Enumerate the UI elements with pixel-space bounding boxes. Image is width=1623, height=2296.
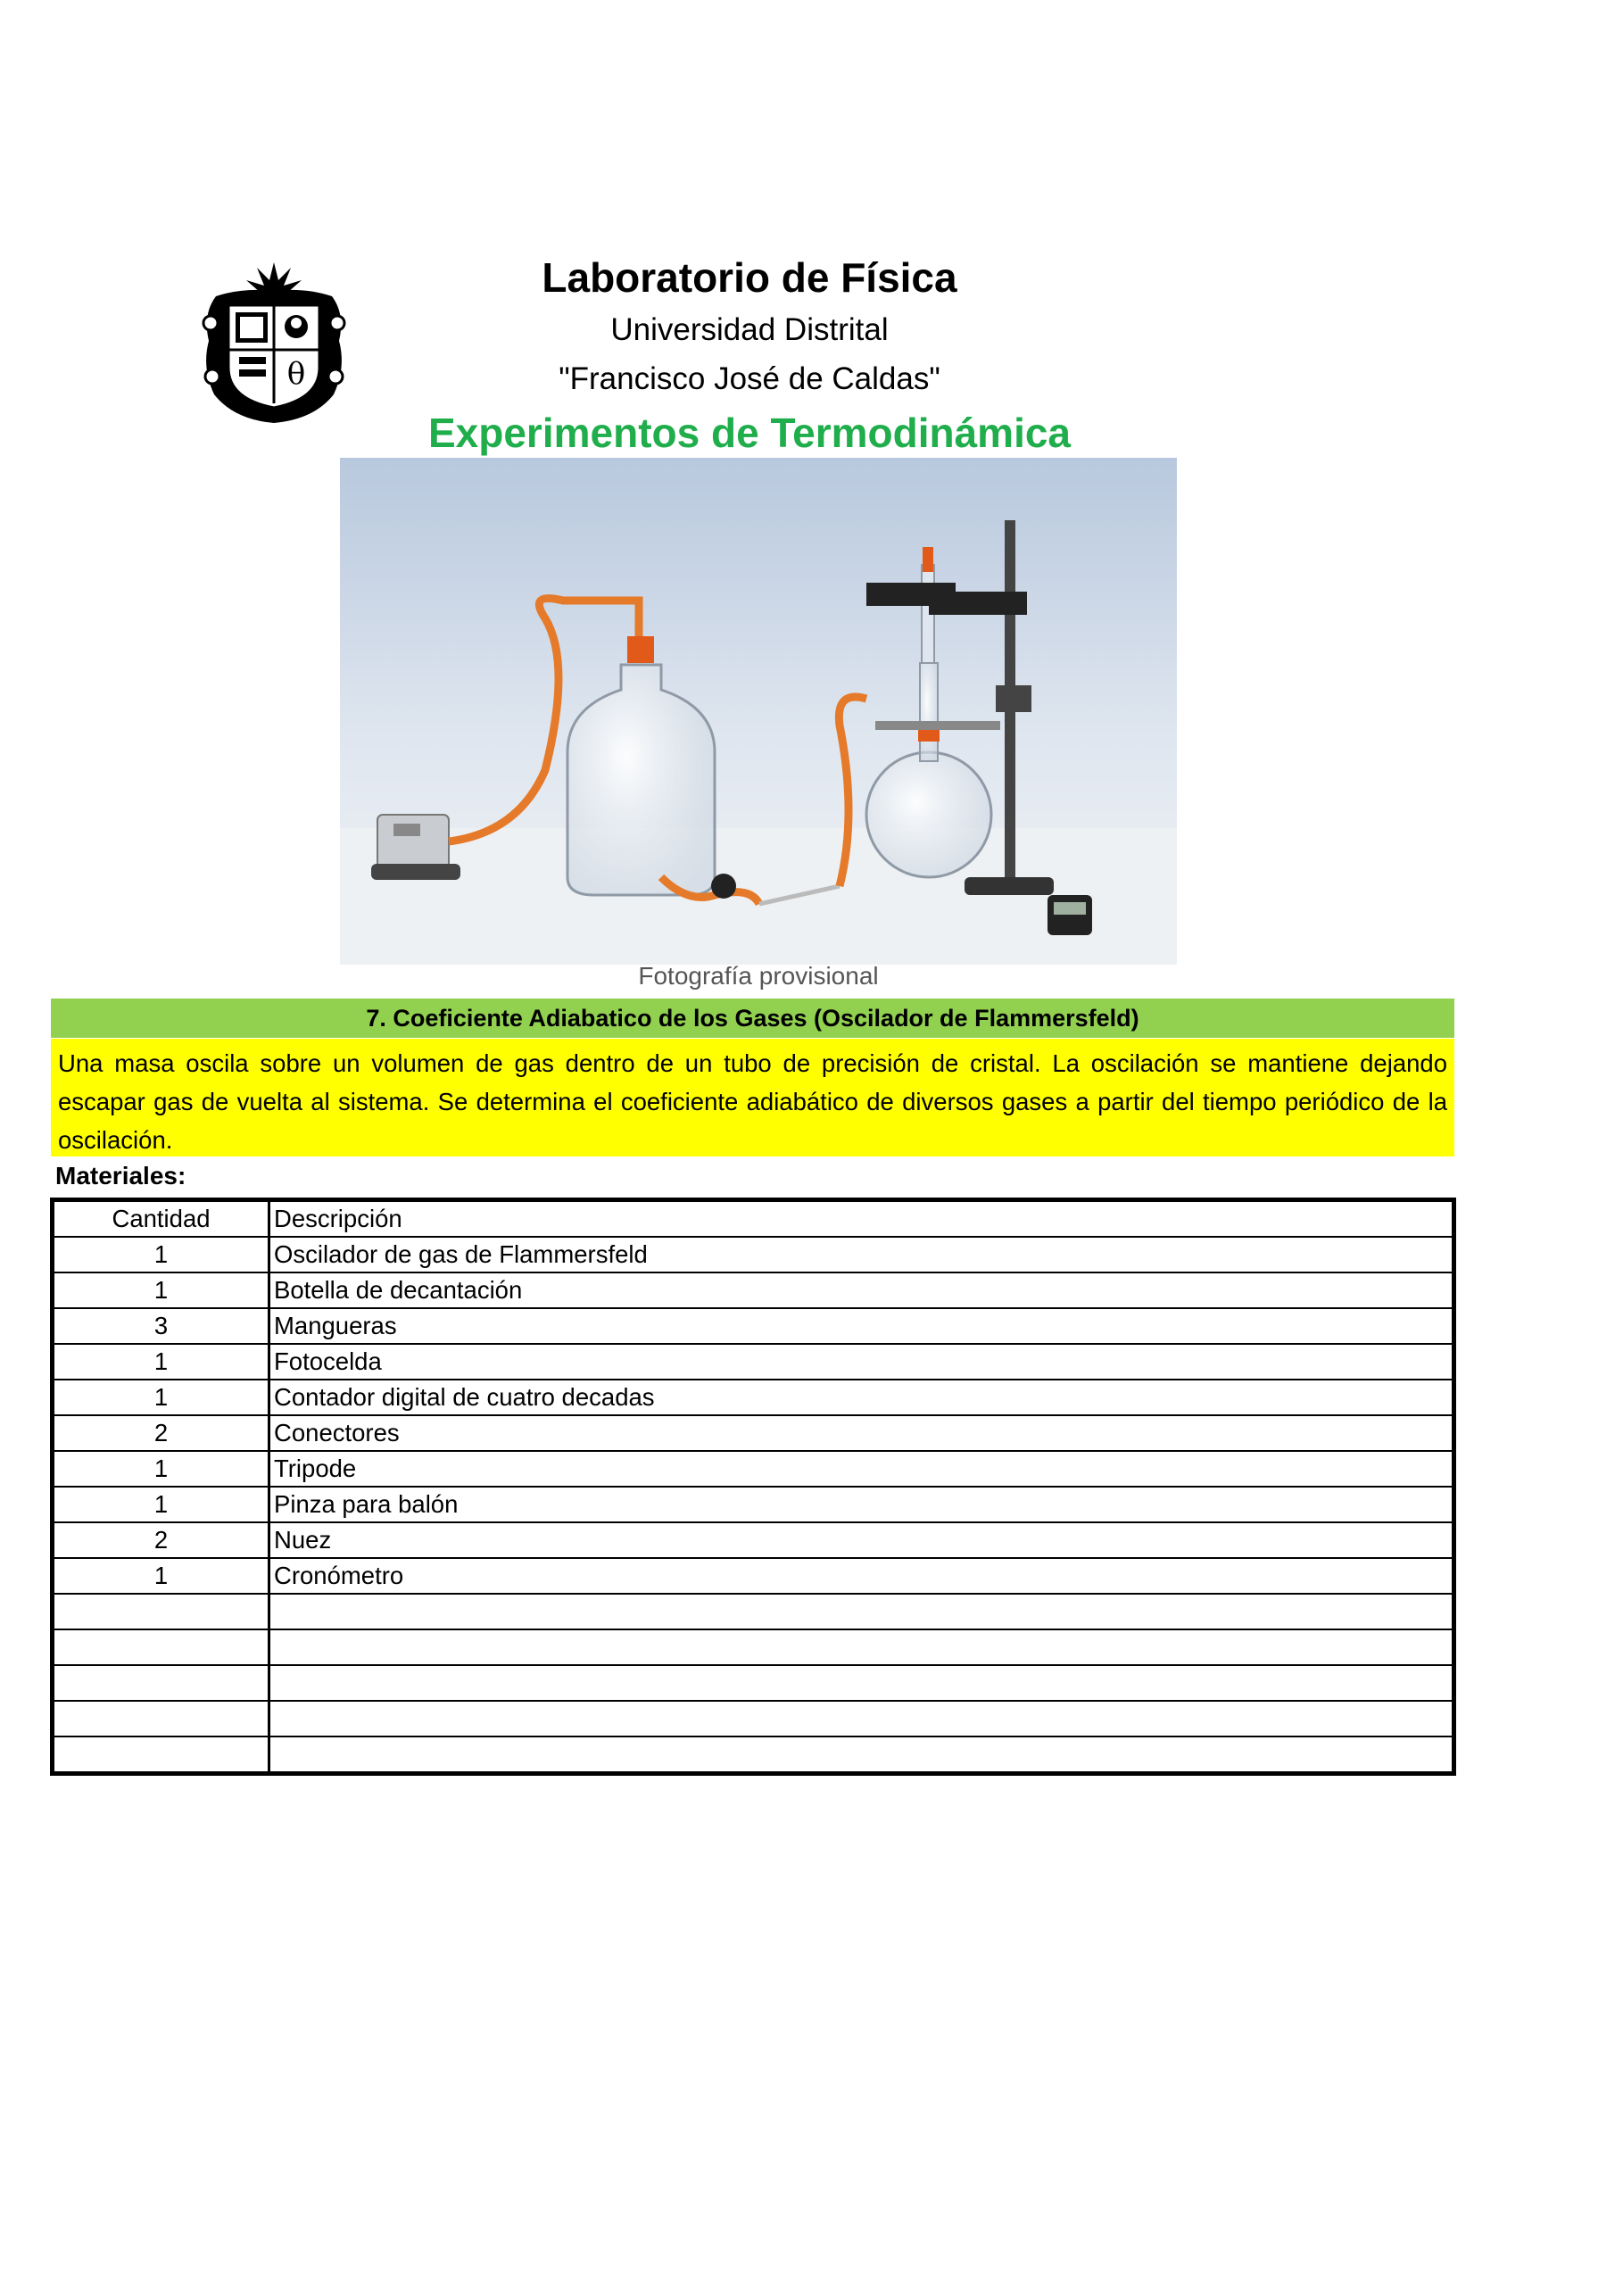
- column-header-quantity: Cantidad: [53, 1200, 269, 1238]
- cell-quantity: 1: [53, 1237, 269, 1272]
- cell-description: Contador digital de cuatro decadas: [269, 1380, 1454, 1415]
- cell-description: Nuez: [269, 1522, 1454, 1558]
- cell-quantity: 1: [53, 1380, 269, 1415]
- table-row: [53, 1451, 1454, 1487]
- cell-description: [269, 1737, 1454, 1774]
- cell-description: Tripode: [269, 1451, 1454, 1487]
- cell-description: Oscilador de gas de Flammersfeld: [269, 1237, 1454, 1272]
- table-row: [53, 1380, 1454, 1415]
- table-row: [53, 1558, 1454, 1594]
- cell-description: Botella de decantación: [269, 1272, 1454, 1308]
- cell-quantity: [53, 1629, 269, 1665]
- table-row: [53, 1308, 1454, 1344]
- table-row: [53, 1237, 1454, 1272]
- cell-description: [269, 1629, 1454, 1665]
- page-title: Laboratorio de Física: [542, 254, 957, 301]
- cell-description: Mangueras: [269, 1308, 1454, 1344]
- cell-quantity: [53, 1665, 269, 1701]
- table-row: [53, 1522, 1454, 1558]
- column-header-description: Descripción: [269, 1200, 1454, 1238]
- table-row: [53, 1344, 1454, 1380]
- cell-quantity: 2: [53, 1415, 269, 1451]
- table-row: [53, 1629, 1454, 1665]
- cell-quantity: [53, 1594, 269, 1629]
- table-row: [53, 1701, 1454, 1737]
- lab-apparatus-photo: [340, 458, 1177, 965]
- table-row: [53, 1272, 1454, 1308]
- cell-description: [269, 1594, 1454, 1629]
- university-crest-icon: [198, 261, 350, 426]
- table-row: [53, 1487, 1454, 1522]
- cell-quantity: [53, 1737, 269, 1774]
- cell-description: Conectores: [269, 1415, 1454, 1451]
- university-name: Universidad Distrital: [610, 312, 889, 347]
- cell-quantity: 3: [53, 1308, 269, 1344]
- table-row: [53, 1665, 1454, 1701]
- experiment-description: Una masa oscila sobre un volumen de gas dentro de un tubo de precisión de cristal. La oscilación se mantiene dejando escapar gas de vuelta al sistema. Se determina el coeficiente adiabático de diversos gases a partir del tiempo periódico de la oscilación.: [51, 1039, 1454, 1156]
- cell-quantity: 2: [53, 1522, 269, 1558]
- cell-description: Cronómetro: [269, 1558, 1454, 1594]
- university-subname: "Francisco José de Caldas": [559, 361, 940, 396]
- cell-description: [269, 1665, 1454, 1701]
- table-row: [53, 1415, 1454, 1451]
- table-row: [53, 1737, 1454, 1774]
- materials-label: Materiales:: [55, 1162, 186, 1189]
- page-subtitle: Experimentos de Termodinámica: [427, 410, 1072, 456]
- cell-description: Pinza para balón: [269, 1487, 1454, 1522]
- table-row: [53, 1594, 1454, 1629]
- cell-quantity: 1: [53, 1558, 269, 1594]
- cell-quantity: 1: [53, 1272, 269, 1308]
- cell-quantity: 1: [53, 1487, 269, 1522]
- materials-table: [50, 1198, 1456, 1776]
- photo-caption: Fotografía provisional: [638, 962, 879, 990]
- cell-quantity: [53, 1701, 269, 1737]
- experiment-title: 7. Coeficiente Adiabatico de los Gases (Oscilador de Flammersfeld): [51, 999, 1454, 1038]
- cell-quantity: 1: [53, 1344, 269, 1380]
- cell-quantity: 1: [53, 1451, 269, 1487]
- table-header-row: [53, 1200, 1454, 1238]
- cell-description: [269, 1701, 1454, 1737]
- cell-description: Fotocelda: [269, 1344, 1454, 1380]
- svg-text:θ: θ: [286, 356, 306, 392]
